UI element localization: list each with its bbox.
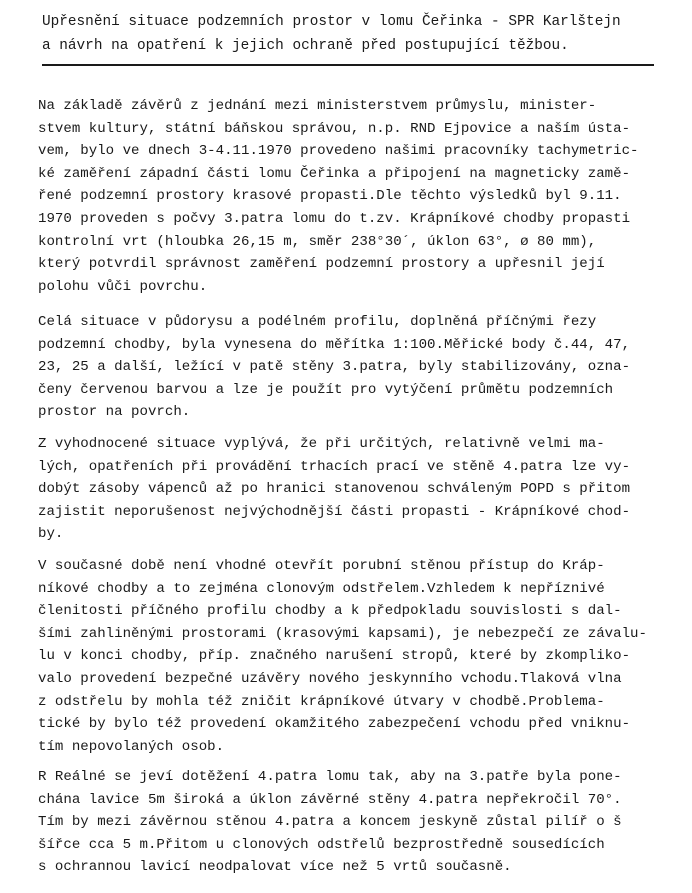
text-line: řené podzemní prostory krasové propasti.Dle těchto výsledků byl 9.11. (38, 188, 622, 205)
text-line: kontrolní vrt (hloubka 26,15 m, směr 238°30´, úklon 63°, ø 80 mm), (38, 233, 597, 250)
text-line: lých, opatřeních při provádění trhacích prací ve stěně 4.patra lze vy- (38, 458, 631, 475)
paragraph-2 (38, 311, 678, 424)
text-line: z odstřelu by mohla též zničit krápníkové útvary v chodbě.Problema- (38, 693, 605, 710)
title-underline (42, 64, 654, 66)
text-line: tím nepovolaných osob. (38, 738, 225, 755)
text-line: dobýt zásoby vápenců až po hranici stanovenou schváleným POPD s přitom (38, 481, 631, 498)
paragraph-4 (38, 555, 678, 758)
text-line: 1970 proveden s počvy 3.patra lomu do t.zv. Krápníkové chodby propasti (38, 210, 631, 227)
text-line: Z vyhodnocené situace vyplývá, že při určitých, relativně velmi ma- (38, 436, 605, 452)
text-line: valo provedení bezpečné uzávěry nového jeskynního vchodu.Tlaková vlna (38, 670, 622, 687)
text-line: chána lavice 5m široká a úklon závěrné stěny 4.patra nepřekročil 70°. (38, 791, 622, 808)
text-line: prostor na povrch. (38, 404, 191, 421)
text-line: šími zahliněnými prostorami (krasovými kapsami), je nebezpečí ze závalu- (38, 625, 647, 642)
document-title (42, 10, 672, 58)
text-line: Tím by mezi závěrnou stěnou 4.patra a koncem jeskyně zůstal pilíř o š (38, 814, 622, 831)
text-line: zajistit neporušenost nejvýchodnější části propasti - Krápníkové chod- (38, 503, 631, 520)
title-line: Upřesnění situace podzemních prostor v lomu Čeřinka - SPR Karlštejn (42, 14, 621, 30)
paragraph-3 (38, 433, 678, 546)
text-line: vem, bylo ve dnech 3-4.11.1970 provedeno našimi pracovníky tachymetric- (38, 143, 639, 160)
paragraph-5 (38, 766, 678, 879)
text-line: R Reálné se jeví dotěžení 4.patra lomu tak, aby na 3.patře byla pone- (38, 769, 622, 785)
text-line: šířce cca 5 m.Přitom u clonových odstřelů bezprostředně sousedících (38, 836, 605, 853)
text-line: Na základě závěrů z jednání mezi ministerstvem průmyslu, minister- (38, 98, 597, 114)
text-line: který potvrdil správnost zaměření podzemní prostory a upřesnil její (38, 256, 605, 273)
text-line: členitosti příčného profilu chodby a k předpokladu souvislosti s dal- (38, 603, 622, 620)
title-line: a návrh na opatření k jejich ochraně před postupující těžbou. (42, 38, 569, 54)
text-line: V současné době není vhodné otevřít porubní stěnou přístup do Kráp- (38, 558, 605, 574)
text-line: ké zaměření západní části lomu Čeřinka a připojení na magneticky zamě- (38, 165, 631, 182)
paragraph-1 (38, 95, 678, 298)
text-line: 23, 25 a další, ležící v patě stěny 3.patra, byly stabilizovány, ozna- (38, 359, 631, 376)
text-line: podzemní chodby, byla vynesena do měřítka 1:100.Měřické body č.44, 47, (38, 336, 631, 353)
text-line: čeny červenou barvou a lze je použít pro vytýčení průmětu podzemních (38, 381, 614, 398)
text-line: níkové chodby a to zejména clonovým odstřelem.Vzhledem k nepříznivé (38, 580, 605, 597)
text-line: tické by bylo též provedení okamžitého zabezpečení vchodu před vniknu- (38, 716, 631, 733)
text-line: stvem kultury, státní báňskou správou, n.p. RND Ejpovice a naším ústa- (38, 120, 631, 137)
text-line: by. (38, 526, 64, 543)
text-line: Celá situace v půdorysu a podélném profilu, doplněná příčnými řezy (38, 314, 597, 330)
text-line: polohu vůči povrchu. (38, 278, 208, 295)
text-line: s ochrannou lavicí neodpalovat více než 5 vrtů současně. (38, 859, 512, 876)
text-line: lu v konci chodby, příp. značného narušení stropů, které by zkompliko- (38, 648, 631, 665)
